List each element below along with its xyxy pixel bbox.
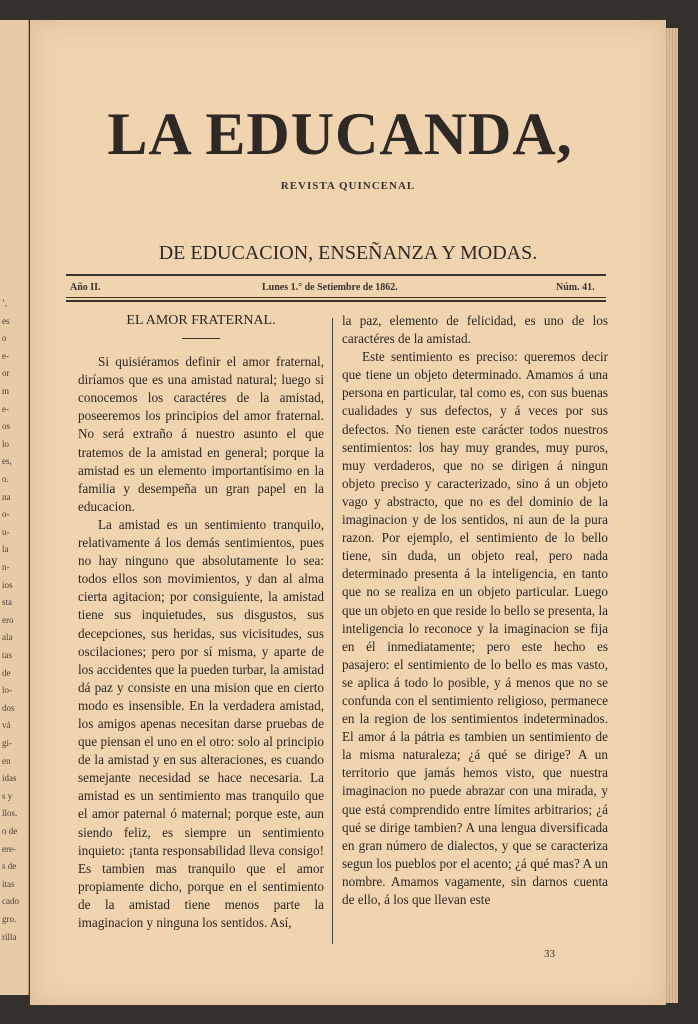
left-page-fragment: u- (2, 526, 10, 537)
left-page-fragment: en (2, 755, 11, 766)
masthead-subtitle: REVISTA QUINCENAL (280, 180, 416, 192)
issue-date: Lunes 1.° de Setiembre de 1862. (262, 282, 398, 293)
page-number: 33 (544, 948, 555, 960)
left-page-fragment: lo (2, 438, 10, 449)
left-page-edge (0, 20, 29, 995)
masthead-tagline: DE EDUCACION, ENSEÑANZA Y MODAS. (158, 242, 538, 264)
article-title: EL AMOR FRATERNAL. (126, 313, 276, 328)
left-page-fragment: es, (2, 456, 12, 467)
newspaper-page (30, 20, 666, 1005)
col2-paragraph: Este sentimiento es preciso: queremos decir que tiene un objeto determinado. Amamos á una persona en particular, tal como es, con sus buenas cualidades y sus defectos, y á veces por sus defectos. No tienen este carácter todos nuestros sentimientos: los hay muy grandes, muy puros, muy verdaderos, que no se dirigen á ningun objeto preciso y caracterizado, sino á un objeto vago y abstracto, que no es del dominio de la imaginacion y de los sentidos, ni aun de la pura razon. Por ejemplo, el sentimiento de lo bello tiene, sin duda, un objeto real, pero nada determinado presenta á la inteligencia, en tanto que no se realiza en un objeto particular. Luego que un objeto en que reside lo bello se presenta, la inteligencia lo reconoce y la imaginacion se fija en él inmediatamente; pero este hecho es pasajero: el sentimiento de lo bello es mas vasto, se aplica á todo lo posible, y á menos que no se confunda con el sentimiento religioso, permanece en la region de los sentimientos indeterminados. El amor á la pátria es tambien un sentimiento de la misma naturaleza; ¿á qué se dirige? A un territorio que jamás hemos visto, que nuestra imaginacion no puede abrazar con una mirada, y que está comprendido entre límites arbitrarios; ¿á qué se dirige tambien? A una lengua diversificada en gran número de dialectos, y que se caracteriza segun los pueblos por el acento; ¿á qué mas? A un nombre. Amamos vagamente, sin darnos cuenta de ello, á los que llevan este (342, 349, 608, 907)
left-page-fragment: dos (2, 702, 15, 713)
left-page-fragment: os (2, 421, 11, 432)
article-column-2 (342, 312, 608, 909)
left-page-fragment: ala (2, 632, 13, 643)
col1-paragraph: Si quisiéramos definir el amor fraternal, diríamos que es una amistad natural; luego si conocemos los caractéres de la amistad, poseeremos los principios del amor fraternal. No será extraño á nuestro asunto el que tratemos de la amistad en general; porque la amistad es un elemento importantísimo en la familia y desempeña un gran papel en la educacion. (78, 354, 324, 514)
issue-year: Año II. (70, 282, 101, 293)
left-page-fragment: es (2, 315, 10, 326)
left-page-fragment: itas (2, 878, 15, 889)
left-page-fragment: o. (2, 474, 9, 484)
bottom-rule-thin (66, 297, 606, 298)
left-page-fragment: s de (2, 861, 17, 872)
issue-number: Núm. 41. (556, 282, 595, 293)
left-page-fragment: llos. (2, 808, 18, 819)
left-page-fragment: or (2, 368, 10, 379)
left-page-fragment: lo- (2, 685, 12, 696)
left-page-fragment: e- (2, 403, 9, 414)
left-page-fragment: e- (2, 350, 9, 361)
left-page-fragment: vá (2, 720, 11, 731)
bottom-rule-thick (66, 300, 606, 302)
page-stack-edge (664, 28, 678, 1003)
left-page-fragment: ’, (2, 298, 8, 308)
left-page-fragment: ios (2, 579, 13, 590)
left-page-fragment: la (2, 544, 9, 555)
top-rule (66, 274, 606, 276)
title-divider (182, 338, 220, 339)
col1-paragraph: La amistad es un sentimiento tranquilo, relativamente á los demás sentimientos, pues no hay ninguno que absolutamente lo sea: todos ellos son movimientos, y dan al alma cierta agitacion; por consiguiente, la amistad tiene sus inquietudes, sus disgustos, sus decepciones, sus heridas, sus vicisitudes, sus oscilaciones; pero por sí misma, y aparte de los accidentes que la pueden turbar, la amistad dá paz y consiste en una mision que en cierto modo es insensible. En la verdadera amistad, los amigos apenas necesitan darse pruebas de que piensan el uno en el otro: solo al principio de la amistad y en sus alteraciones, es cuando semejante necesidad se hace necesaria. La amistad es un sentimiento mas tranquilo que el amor paternal ó maternal; porque este, aun siendo feliz, es siempre un sentimiento inquieto: ¡tanta responsabilidad lleva consigo! Es tambien mas tranquilo que el amor propiamente dicho, porque en el sentimiento de la amistad tiene menos parte la imaginacion y ninguna los sentidos. Así, (78, 516, 324, 930)
left-page-fragment: s y (2, 790, 13, 801)
left-page-fragment: tas (2, 650, 12, 660)
left-page-fragment: idas (2, 773, 17, 784)
article-column-1 (78, 312, 324, 932)
left-page-fragment: na (2, 491, 11, 502)
left-page-fragment: n- (2, 562, 10, 572)
left-page-fragment: rilla (2, 931, 17, 942)
left-page-fragment: gro. (2, 914, 17, 924)
column-divider (332, 318, 333, 944)
masthead-title: LA EDUCANDA, (107, 101, 573, 167)
left-page-fragment: o de (2, 826, 18, 836)
left-page-fragment: de (2, 667, 11, 678)
left-page-fragment: cado (2, 896, 19, 907)
left-page-fragment: ero (2, 614, 14, 625)
left-page-fragment: ere- (2, 843, 16, 854)
left-page-fragment: gi- (2, 738, 12, 748)
left-page-fragment: o- (2, 509, 10, 520)
left-page-fragment: m (2, 386, 10, 396)
col2-paragraph: la paz, elemento de felicidad, es uno de los caractéres de la amistad. (342, 313, 608, 347)
left-page-fragment: o (2, 333, 7, 344)
left-page-fragment: sta (2, 597, 12, 608)
